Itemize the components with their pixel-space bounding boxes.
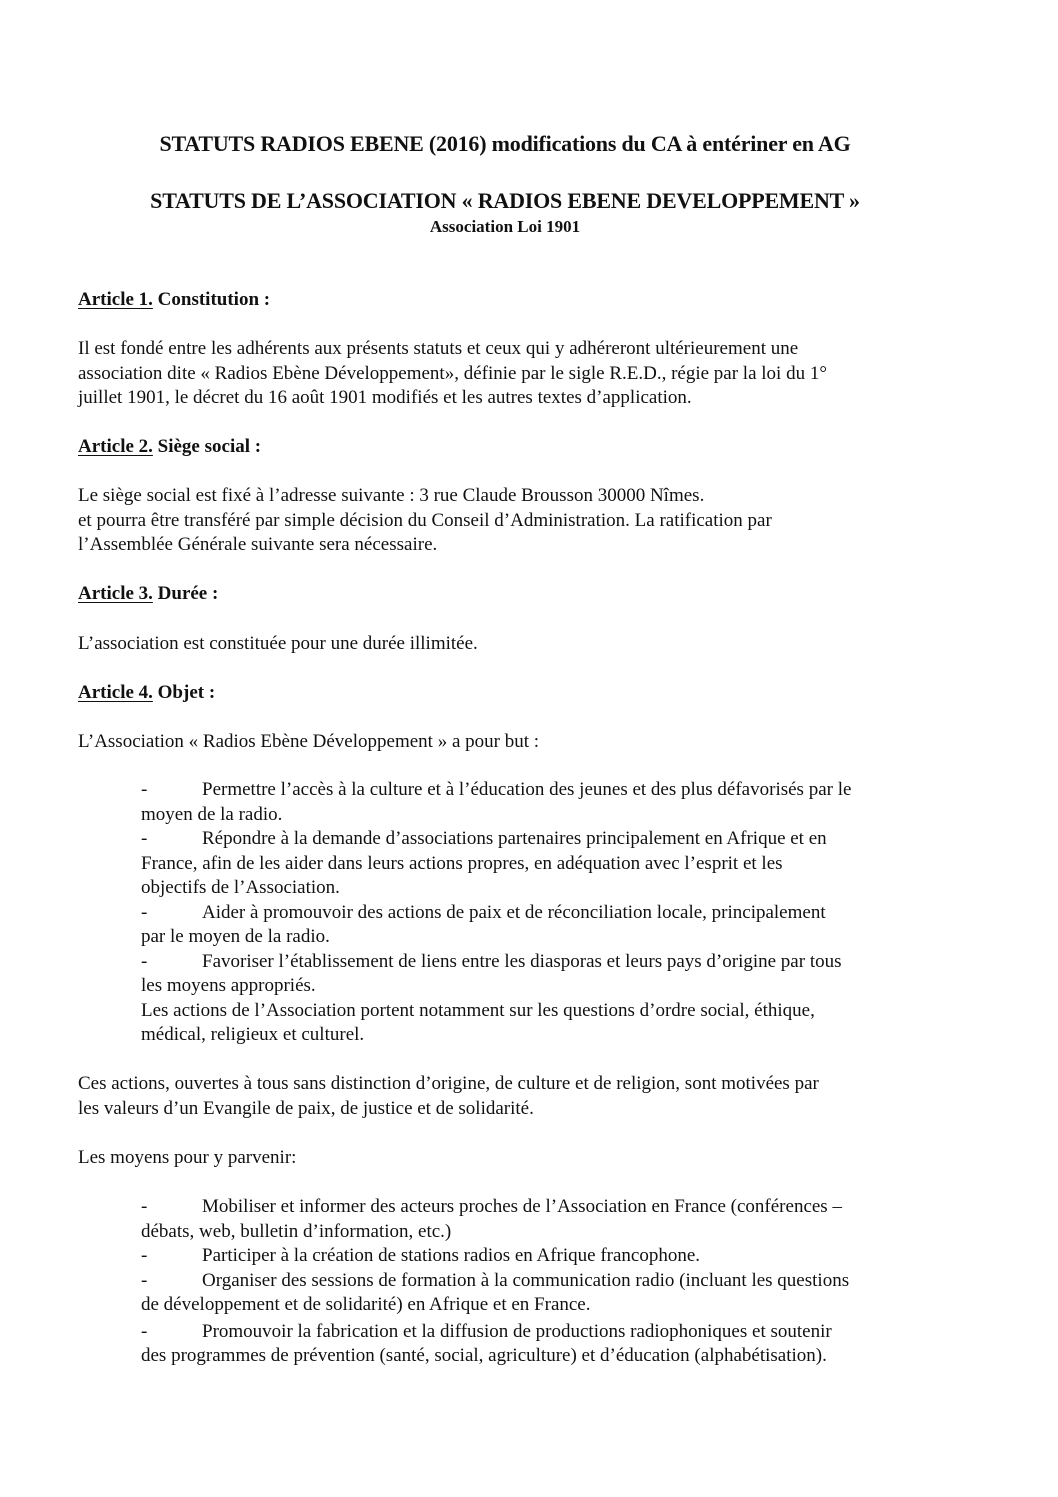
list-item-continuation: des programmes de prévention (santé, social, agriculture) et d’éducation (alphabétisation).	[141, 1345, 827, 1366]
list-item-continuation: France, afin de les aider dans leurs actions propres, en adéquation avec l’esprit et les	[141, 852, 783, 874]
means-intro	[78, 1146, 958, 1171]
article-3-paragraph	[78, 632, 958, 657]
article-title: Objet :	[152, 682, 216, 703]
paragraph-line: Il est fondé entre les adhérents aux présents statuts et ceux qui y adhéreront ultérieurement une	[78, 338, 799, 359]
article-3-heading	[78, 582, 218, 606]
list-item: - Aider à promouvoir des actions de paix et de réconciliation locale, principalement	[141, 901, 961, 926]
list-item: - Favoriser l’établissement de liens entre les diasporas et leurs pays d’origine par tous	[141, 950, 961, 975]
dash-bullet: -	[141, 1320, 148, 1342]
article-4-intro	[78, 730, 958, 755]
list-item-continuation: de développement et de solidarité) en Afrique et en France.	[141, 1294, 591, 1315]
list-item-continuation: débats, web, bulletin d’information, etc.)	[141, 1220, 452, 1242]
paragraph-line: L’Association « Radios Ebène Développement » a pour but :	[78, 731, 540, 752]
goals-note-line: Les actions de l’Association portent notamment sur les questions d’ordre social, éthique,	[141, 999, 815, 1021]
article-number: Article 3.	[78, 583, 153, 604]
article-number: Article 4.	[78, 682, 153, 703]
dash-bullet: -	[141, 828, 148, 849]
list-item: - Promouvoir la fabrication et la diffusion de productions radiophoniques et soutenir	[141, 1320, 961, 1345]
article-title: Siège social :	[152, 436, 262, 457]
list-item-continuation: objectifs de l’Association.	[141, 877, 340, 898]
paragraph-line: association dite « Radios Ebène Développement», définie par le sigle R.E.D., régie par la loi du 1°	[78, 362, 827, 384]
values-paragraph	[78, 1072, 958, 1121]
association-heading: STATUTS DE L’ASSOCIATION « RADIOS EBENE DEVELOPPEMENT »	[150, 188, 860, 213]
dash-bullet: -	[141, 1269, 148, 1291]
dash-bullet: -	[141, 1245, 148, 1266]
article-number: Article 1.	[78, 289, 153, 310]
dash-bullet: -	[141, 950, 148, 972]
list-item: - Répondre à la demande d’associations partenaires principalement en Afrique et en	[141, 827, 961, 852]
paragraph-line: juillet 1901, le décret du 16 août 1901 modifiés et les autres textes d’application.	[78, 387, 692, 408]
paragraph-line: Le siège social est fixé à l’adresse suivante : 3 rue Claude Brousson 30000 Nîmes.	[78, 485, 705, 506]
document-title: STATUTS RADIOS EBENE (2016) modifications du CA à entériner en AG	[159, 131, 851, 156]
article-title: Durée :	[152, 583, 219, 604]
paragraph-line: les valeurs d’un Evangile de paix, de justice et de solidarité.	[78, 1097, 534, 1119]
paragraph-line: L’association est constituée pour une durée illimitée.	[78, 633, 478, 654]
article-2-heading	[78, 435, 261, 459]
article-1-paragraph	[78, 337, 958, 411]
goals-list	[141, 778, 961, 1048]
paragraph-line: l’Assemblée Générale suivante sera nécessaire.	[78, 534, 438, 555]
dash-bullet: -	[141, 779, 148, 800]
association-subheading: Association Loi 1901	[429, 217, 581, 236]
article-1-heading	[78, 288, 270, 312]
paragraph-line: Ces actions, ouvertes à tous sans distinction d’origine, de culture et de religion, sont motivées par	[78, 1073, 819, 1094]
list-item: - Organiser des sessions de formation à la communication radio (incluant les questions	[141, 1269, 961, 1294]
list-item-continuation: par le moyen de la radio.	[141, 926, 330, 947]
list-item: - Permettre l’accès à la culture et à l’éducation des jeunes et des plus défavorisés par le	[141, 778, 961, 803]
dash-bullet: -	[141, 901, 148, 923]
article-4-heading	[78, 681, 215, 705]
goals-note-line: médical, religieux et culturel.	[141, 1024, 365, 1045]
list-item-continuation: moyen de la radio.	[141, 803, 283, 825]
means-list	[141, 1195, 961, 1369]
list-item: - Mobiliser et informer des acteurs proches de l’Association en France (conférences –	[141, 1195, 961, 1220]
article-number: Article 2.	[78, 436, 153, 457]
paragraph-line: et pourra être transféré par simple décision du Conseil d’Administration. La ratification par	[78, 509, 772, 531]
dash-bullet: -	[141, 1196, 148, 1217]
article-title: Constitution :	[152, 289, 271, 310]
paragraph-line: Les moyens pour y parvenir:	[78, 1147, 297, 1168]
article-2-paragraph	[78, 484, 958, 558]
list-item-continuation: les moyens appropriés.	[141, 975, 316, 996]
list-item: - Participer à la création de stations radios en Afrique francophone.	[141, 1244, 961, 1269]
